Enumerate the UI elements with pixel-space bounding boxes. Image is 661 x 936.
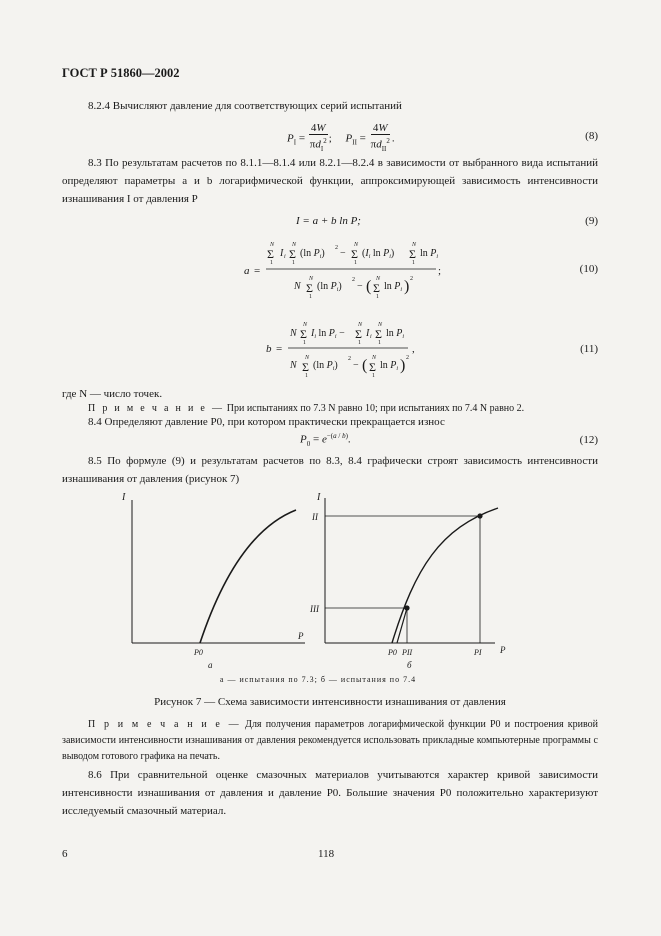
equation-8: $P_I$ = $\frac{4W}{\pi d_I^2}$ ; $P_{II}$ = $\frac{4W}{\pi d_{II}^2}$ . [287, 122, 395, 153]
fig-b-p0: P0 [388, 648, 397, 657]
svg-text:−: − [357, 281, 363, 292]
svg-text:(: ( [366, 278, 372, 295]
svg-text:N: N [358, 322, 363, 328]
svg-text:1: 1 [292, 260, 295, 266]
svg-text:1: 1 [270, 260, 273, 266]
curve-a [200, 510, 296, 643]
svg-text:N: N [372, 355, 377, 361]
note-2-text: Для получения параметров логарифмической функции P0 и построения кривой зависимости интенсивности изнашивания от давления рекомендуется использовать прикладные компьютерные программы с выводом готового графика на печать. [62, 719, 598, 762]
footer-page-left: 6 [62, 848, 68, 860]
section-8-2-4: 8.2.4 Вычисляют давление для соответствующих серий испытаний [88, 100, 402, 112]
svg-text:=: = [276, 343, 283, 355]
svg-text:1: 1 [354, 260, 357, 266]
svg-text:N: N [303, 322, 308, 328]
equation-12: $P_0 = e^{-(a / b)}$. [300, 432, 351, 448]
svg-text:I: I [366, 328, 370, 339]
fig-b-p2: PII [402, 648, 413, 657]
svg-text:ln Pi: $\ln P_i$ [386, 328, 405, 340]
svg-text:(ln Pi): (ln $P_i$) [300, 248, 325, 260]
svg-text:(ln Pi): (ln $P_i$) [317, 281, 342, 293]
svg-text:a: a [244, 265, 250, 277]
svg-text:1: 1 [303, 340, 306, 346]
svg-text:N: N [290, 328, 297, 339]
fig-b-panel: б [407, 660, 412, 670]
svg-text:i: i [370, 334, 372, 340]
fig-a-p0: P0 [194, 648, 203, 657]
section-8-3 [62, 154, 598, 208]
svg-text:2: 2 [348, 356, 351, 362]
equation-10-number: (10) [579, 263, 598, 275]
svg-text:Σ: Σ [373, 281, 380, 295]
figure-7b [309, 492, 506, 670]
svg-text:N: N [309, 276, 314, 282]
note-1-label: П р и м е ч а н и е — [88, 403, 225, 414]
svg-text:Σ: Σ [351, 247, 358, 261]
svg-text:b: b [266, 343, 272, 355]
where-n: где N — число точек. [62, 388, 163, 400]
svg-text:ln Pi: $\ln P_i$ [380, 360, 399, 372]
figure-caption: Рисунок 7 — Схема зависимости интенсивности изнашивания от давления [154, 696, 506, 708]
fig-b-x-label: P [500, 645, 506, 655]
footer-page-center: 118 [318, 848, 335, 860]
svg-text:(ln Pi): (ln $P_i$) [313, 360, 338, 372]
svg-text:N: N [305, 355, 310, 361]
svg-text:N: N [376, 276, 381, 282]
fig-a-x-label: P [298, 631, 304, 641]
svg-text:1: 1 [305, 373, 308, 379]
svg-text:N: N [290, 360, 297, 371]
svg-text:N: N [294, 281, 301, 292]
svg-text:Σ: Σ [302, 360, 309, 374]
section-8-4: 8.4 Определяют давление P0, при котором практически прекращается износ [88, 416, 445, 428]
svg-text:2: 2 [335, 245, 338, 251]
svg-text:N: N [412, 242, 417, 248]
point-1 [477, 513, 482, 518]
section-8-6: 8.6 При сравнительной оценке смазочных материалов учитываются характер кривой зависимости интенсивности изнашивания от давления и давление P0. Большие значения P0 положительно характеризуют исследуемый смазочный материал. [62, 769, 598, 817]
svg-text:1: 1 [378, 340, 381, 346]
svg-text:;: ; [438, 265, 442, 277]
svg-text:Σ: Σ [267, 247, 274, 261]
svg-text:,: , [412, 343, 415, 355]
svg-text:ln Pi: $\ln P_i$ [420, 248, 439, 260]
point-2 [404, 605, 409, 610]
curve-b [392, 508, 498, 643]
note-2-label: П р и м е ч а н и е — [88, 719, 241, 730]
fig-b-y-label: I [317, 492, 321, 503]
fig-b-i2: III [310, 604, 319, 614]
svg-text:Σ: Σ [306, 281, 313, 295]
fig-a-panel: а [208, 660, 213, 670]
figure-7a [121, 492, 305, 670]
svg-text:1: 1 [376, 294, 379, 300]
fig-b-i1: II [312, 512, 318, 522]
section-8-5: 8.5 По формуле (9) и результатам расчетов по 8.3, 8.4 графически строят зависимость интенсивности изнашивания от давления (рисунок 7) [62, 455, 598, 485]
svg-text:I: I [280, 248, 284, 259]
svg-text:−: − [340, 248, 346, 259]
svg-text:N: N [354, 242, 359, 248]
svg-text:2: 2 [352, 277, 355, 283]
svg-text:N: N [292, 242, 297, 248]
figure-7 [110, 488, 530, 688]
equation-11-number: (11) [580, 343, 598, 355]
svg-text:2: 2 [410, 276, 413, 282]
svg-text:Σ: Σ [355, 327, 362, 341]
document-header: ГОСТ Р 51860—2002 [62, 66, 180, 80]
svg-text:Σ: Σ [409, 247, 416, 261]
note-1-text: При испытаниях по 7.3 N равно 10; при испытаниях по 7.4 N равно 2. [226, 403, 525, 414]
note-2 [62, 717, 598, 765]
svg-text:Σ: Σ [375, 327, 382, 341]
equation-12-number: (12) [579, 434, 598, 446]
equation-10 [240, 234, 480, 306]
svg-text:=: = [254, 265, 261, 277]
svg-text:1: 1 [309, 294, 312, 300]
equation-9-number: (9) [585, 215, 598, 227]
svg-text:1: 1 [358, 340, 361, 346]
svg-text:1: 1 [372, 373, 375, 379]
svg-text:Σ: Σ [289, 247, 296, 261]
svg-text:i: i [284, 254, 286, 260]
svg-text:Σ: Σ [369, 360, 376, 374]
section-8-3-text: 8.3 По результатам расчетов по 8.1.1—8.1.4 или 8.2.1—8.2.4 в зависимости от выбранного вида испытаний определяют параметры a и b логарифмической функции, аппроксимирующей зависимость интенсивности изнашивания I от давления P [62, 157, 598, 205]
equation-9: I = a + b ln P; [296, 215, 361, 227]
svg-text:): ) [404, 278, 410, 295]
svg-text:N: N [378, 322, 383, 328]
fig-a-y-label: I [122, 492, 126, 503]
svg-text:−: − [353, 360, 359, 371]
svg-text:N: N [270, 242, 275, 248]
svg-text:): ) [400, 357, 406, 374]
svg-text:Σ: Σ [300, 327, 307, 341]
svg-text:(Ii ln Pi): ($I_i$ $\ln P_i$) [362, 248, 395, 260]
equation-11 [262, 316, 442, 388]
equation-8-number: (8) [585, 130, 598, 142]
figure-subcaption: а — испытания по 7.3; б — испытания по 7.4 [219, 675, 417, 684]
fig-b-p1: PI [474, 648, 482, 657]
svg-text:ln Pi: $\ln P_i$ [384, 281, 403, 293]
svg-text:(: ( [362, 357, 368, 374]
svg-text:1: 1 [412, 260, 415, 266]
svg-text:Ii ln Pi −: $I_i$ $\ln P_i$ − [311, 328, 345, 340]
svg-text:2: 2 [406, 355, 409, 361]
